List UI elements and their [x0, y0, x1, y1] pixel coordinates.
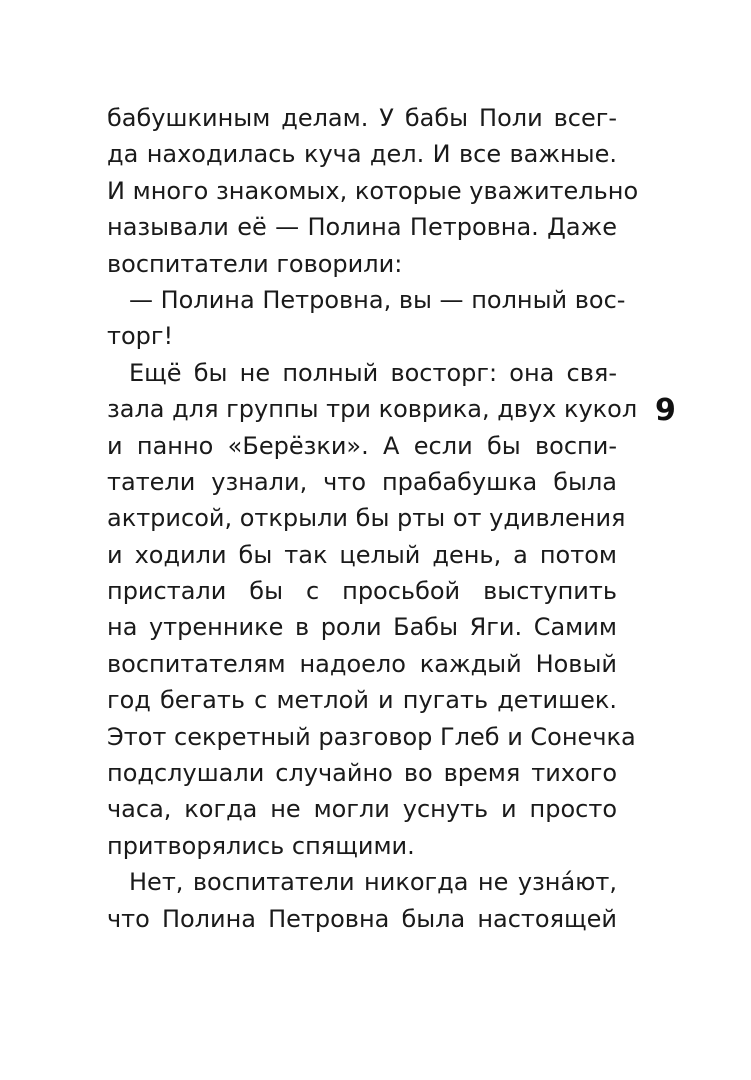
text-line: и панно «Берёзки». А если бы воспи-	[107, 431, 617, 460]
page-number: 9	[655, 393, 676, 428]
text-line: татели узнали, что прабабушка была	[107, 467, 617, 496]
text-line: актрисой, открыли бы рты от удивления	[107, 504, 626, 533]
text-line: год бегать с метлой и пугать детишек.	[107, 686, 617, 715]
text-line: на утреннике в роли Бабы Яги. Самим	[107, 613, 617, 642]
text-line: — Полина Петровна, вы — полный вос-	[129, 285, 626, 314]
text-line: пристали бы с просьбой выступить	[107, 577, 617, 606]
text-line: притворялись спящими.	[107, 831, 415, 860]
text-line: И много знакомых, которые уважительно	[107, 176, 639, 205]
text-line: Ещё бы не полный восторг: она свя-	[129, 358, 617, 387]
text-line: часа, когда не могли уснуть и просто	[107, 795, 617, 824]
text-line: называли её — Полина Петровна. Даже	[107, 213, 617, 242]
text-line: что Полина Петровна была настоящей	[107, 904, 617, 933]
text-line: да находилась куча дел. И все важные.	[107, 140, 617, 169]
text-line: Нет, воспитатели никогда не узна́ют,	[129, 868, 617, 897]
text-line: зала для группы три коврика, двух кукол	[107, 395, 638, 424]
text-line: и ходили бы так целый день, а потом	[107, 540, 617, 569]
text-line: Этот секретный разговор Глеб и Сонечка	[107, 722, 636, 751]
text-line: воспитатели говорили:	[107, 249, 403, 278]
text-line: подслушали случайно во время тихого	[107, 759, 617, 788]
text-line: торг!	[107, 322, 174, 351]
text-line: бабушкиным делам. У бабы Поли всег-	[107, 104, 617, 132]
text-line: воспитателям надоело каждый Новый	[107, 649, 617, 678]
page-body-text	[107, 100, 639, 937]
